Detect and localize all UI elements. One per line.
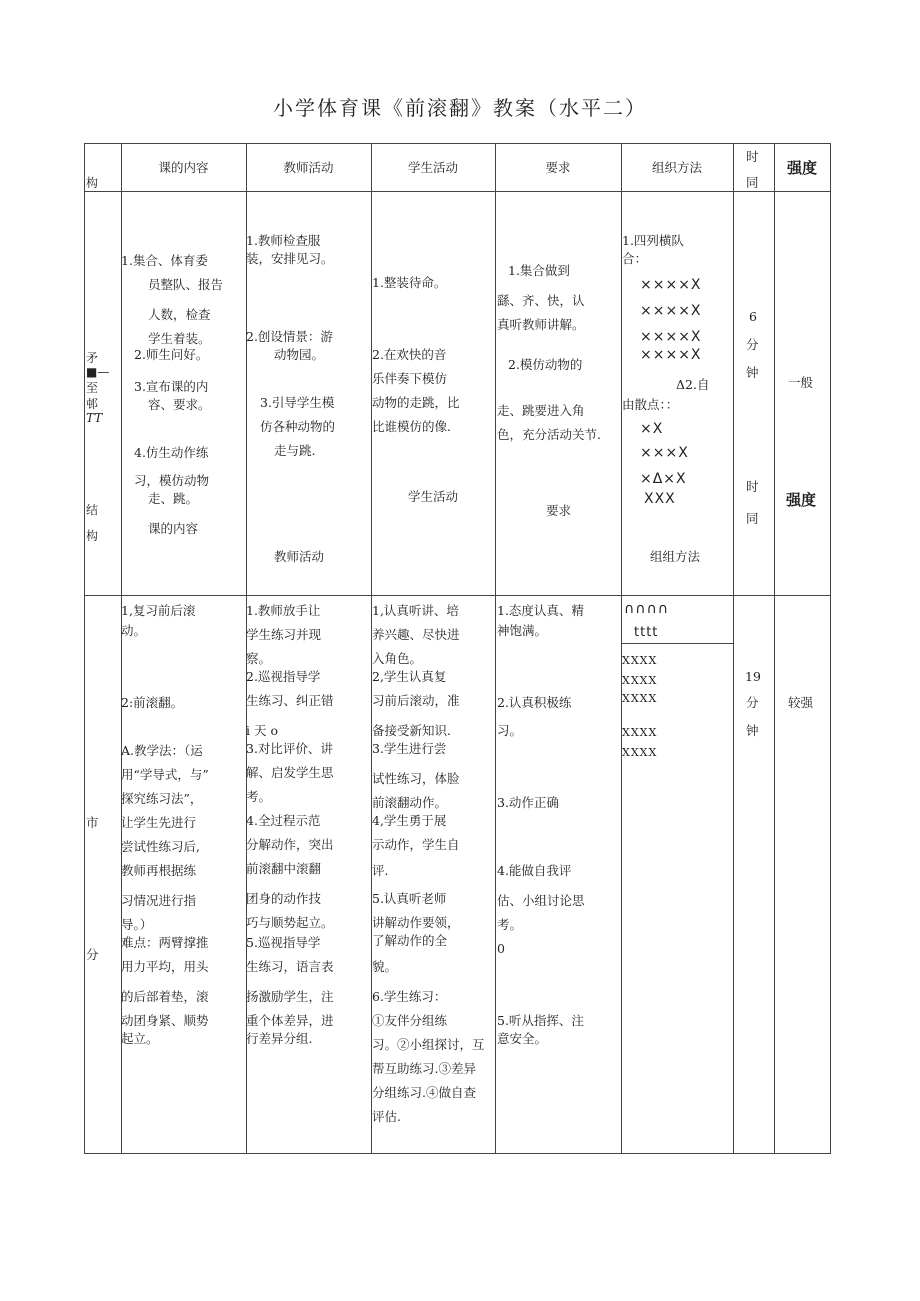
formation-row: tttt [634, 625, 659, 640]
text-line: 难点：两臂撑推 [121, 935, 209, 950]
header-teacher: 教师活动 [283, 160, 334, 175]
formation-row: ×Δ×X [640, 471, 687, 487]
text-line: 2.认真积极练 [497, 695, 572, 710]
text-line: 3.引导学生模 [260, 395, 335, 410]
formation-row: XXXX [622, 654, 658, 667]
text-line: 意安全。 [497, 1031, 548, 1046]
text-line: 6 [749, 309, 757, 324]
text-line: 了解动作的全 [372, 933, 448, 948]
text-line: 1,认真听讲、培 [372, 603, 459, 618]
text-line: 前滚翻中滚翻 [246, 861, 322, 876]
text-line: 尝试性练习后, [121, 839, 200, 854]
formation-row: XXXX [622, 674, 658, 687]
table-border [84, 143, 85, 1154]
text-line: 结 [86, 503, 99, 517]
text-line: 至 [86, 381, 99, 395]
text-line: 2.师生问好。 [134, 347, 209, 362]
text-line: 学生练习并现 [246, 627, 322, 642]
text-line: 分 [746, 337, 759, 352]
text-line: 1.集合、体育委 [121, 253, 208, 268]
text-line: 习。 [497, 723, 523, 738]
text-line: 比谁模仿的像. [372, 419, 451, 434]
text-line: 分 [746, 695, 759, 710]
text-line: 强度 [786, 491, 817, 509]
text-line: 试性练习，体脸 [372, 771, 460, 786]
text-line: 巧与顺势起立。 [246, 915, 334, 930]
formation-row: ×X [640, 421, 664, 437]
header-requirement: 要求 [545, 160, 571, 175]
text-line: 重个体差异，进 [246, 1013, 334, 1028]
text-line: 3.动作正确 [497, 795, 559, 810]
text-line: 员整队、报告 [148, 277, 224, 292]
text-line: 前滚翻动作。 [372, 795, 448, 810]
text-line: 1.四列横队 [622, 233, 684, 248]
text-line: 组组方法 [650, 549, 701, 564]
text-line: 2.创设情景：游 [246, 329, 333, 344]
text-line: i 天 o [246, 723, 278, 738]
text-line: 4.能做自我评 [497, 863, 572, 878]
text-line: 0 [497, 941, 505, 956]
text-line: 习情况进行指 [121, 893, 197, 908]
row-divider [84, 595, 831, 596]
text-line: 习。②小组探讨，互 [372, 1037, 485, 1052]
text-line: 分 [86, 947, 99, 962]
text-line: 4,学生勇于展 [372, 813, 447, 828]
header-time-b: 同 [746, 175, 759, 190]
formation-row: XXX [644, 491, 676, 507]
text-line: 色，充分活动关节. [497, 427, 601, 442]
text-line: 仿各种动物的 [260, 419, 336, 434]
text-line: 入角色。 [372, 651, 423, 666]
formation-row: XXXX [622, 726, 658, 739]
text-line: 教师活动 [274, 549, 325, 564]
text-line: 5.认真听老师 [372, 891, 447, 906]
text-line: 动。 [121, 623, 147, 638]
header-organization: 组织方法 [651, 160, 702, 175]
text-line: 邨 [86, 397, 99, 411]
column-divider [621, 143, 622, 1154]
text-line: 养兴趣、尽快进 [372, 627, 460, 642]
header-time-a: 时 [746, 149, 759, 164]
text-line: Δ2.自 [676, 377, 710, 392]
text-line: 考。 [246, 789, 272, 804]
formation-row: XXXX [622, 692, 658, 705]
text-line: ①友伴分组练 [372, 1013, 448, 1028]
lesson-plan-table [84, 143, 831, 1154]
text-line: 钟 [746, 723, 759, 738]
text-line: 钟 [746, 365, 759, 380]
text-line: 2.模仿动物的 [508, 357, 583, 372]
text-line: 较强 [788, 695, 814, 710]
text-line: ■— [86, 365, 110, 379]
text-line: 察。 [246, 651, 272, 666]
text-line: 讲解动作要领， [372, 915, 460, 930]
text-line: 用“学导式，与” [121, 767, 209, 782]
text-line: 生练习、纠正错 [246, 693, 334, 708]
text-line: 帮互助练习.③差异 [372, 1061, 476, 1076]
text-line: 评. [372, 863, 389, 878]
text-line: 1.教师放手让 [246, 603, 321, 618]
text-line: 合： [622, 251, 648, 266]
text-line: 学生着装。 [148, 331, 211, 346]
header-intensity: 强度 [786, 158, 817, 177]
text-line: 矛 [86, 351, 99, 365]
text-line: 走与跳. [274, 443, 316, 458]
text-line: 要求 [546, 503, 572, 518]
text-line: 6.学生练习： [372, 989, 447, 1004]
text-line: 4.全过程示范 [246, 813, 321, 828]
text-line: 繇、齐、快，认 [497, 293, 585, 308]
text-line: 1.集合做到 [508, 263, 570, 278]
text-line: 走、跳。 [148, 491, 199, 506]
text-line: 分解动作，突出 [246, 837, 334, 852]
page-title: 小学体育课《前滚翻》教案（水平二） [273, 96, 647, 120]
text-line: 探究练习法”， [121, 791, 203, 806]
text-line: 导。） [121, 917, 153, 932]
text-line: 评估. [372, 1109, 401, 1124]
text-line: 1.教师检查服 [246, 233, 321, 248]
formation-row: ××××X [640, 329, 702, 345]
text-line: 2,学生认真复 [372, 669, 447, 684]
text-line: 用力平均，用头 [121, 959, 209, 974]
text-line: 行差异分组. [246, 1031, 313, 1046]
text-line: 扬激励学生，注 [246, 989, 334, 1004]
text-line: 解、启发学生思 [246, 765, 334, 780]
text-line: 备接受新知识. [372, 723, 451, 738]
text-line: 1.整装待命。 [372, 275, 447, 290]
text-line: 2.巡视指导学 [246, 669, 321, 684]
text-line: 走、跳要进入角 [497, 403, 585, 418]
text-line: 分组练习.④做自查 [372, 1085, 476, 1100]
text-line: 让学生先进行 [121, 815, 197, 830]
table-border [830, 143, 831, 1154]
text-line: 1,复习前后滚 [121, 603, 196, 618]
text-line: A.教学法：（运 [121, 743, 203, 758]
column-divider [495, 143, 496, 1154]
text-line: 貌。 [372, 959, 398, 974]
text-line: 起立。 [121, 1031, 159, 1046]
text-line: 人数，检查 [148, 307, 211, 322]
formation-row: ××××X [640, 347, 702, 363]
text-line: 教师再根据练 [121, 863, 197, 878]
text-line: TT [86, 411, 103, 425]
text-line: 3.宣布课的内 [134, 379, 209, 394]
text-line: 19 [745, 669, 761, 684]
text-line: 的后部着垫，滚 [121, 989, 209, 1004]
text-line: 动物园。 [274, 347, 325, 362]
formation-row: XXXX [622, 746, 658, 759]
text-line: 装，安排见习。 [246, 251, 334, 266]
text-line: 4.仿生动作练 [134, 445, 209, 460]
text-line: 构 [86, 529, 99, 543]
text-line: 学生活动 [408, 489, 459, 504]
text-line: 习，模仿动物 [134, 473, 210, 488]
text-line: 估、小组讨论思 [497, 893, 585, 908]
text-line: 同 [746, 511, 759, 526]
text-line: 5.听从指挥、注 [497, 1013, 584, 1028]
text-line: 3.对比评价、讲 [246, 741, 333, 756]
formation-row: ×××X [640, 445, 689, 461]
text-line: 乐伴奏下模仿 [372, 371, 448, 386]
header-structure: 构 [86, 176, 99, 190]
header-content: 课的内容 [158, 160, 209, 175]
text-line: 5.巡视指导学 [246, 935, 321, 950]
text-line: 动团身紧、顺势 [121, 1013, 209, 1028]
row-divider [84, 191, 831, 192]
text-line: 1.态度认真、精 [497, 603, 584, 618]
text-line: 习前后滚动，准 [372, 693, 460, 708]
text-line: 容、要求。 [148, 397, 211, 412]
column-divider [774, 143, 775, 1154]
text-line: 3.学生进行尝 [372, 741, 447, 756]
header-student: 学生活动 [407, 160, 458, 175]
text-line: 真听教师讲解。 [497, 317, 585, 332]
text-line: 神饱满。 [497, 623, 548, 638]
text-line: 课的内容 [148, 521, 199, 536]
formation-row: ∩∩∩∩ [624, 601, 669, 617]
text-line: 动物的走跳，比 [372, 395, 460, 410]
text-line: 市 [86, 815, 99, 830]
formation-row: ××××X [640, 303, 702, 319]
text-line: 一般 [788, 375, 814, 390]
text-line: 示动作，学生自 [372, 837, 460, 852]
text-line: 2.在欢快的音 [372, 347, 447, 362]
text-line: 团身的动作技 [246, 891, 322, 906]
column-divider [733, 143, 734, 1154]
text-line: 2:前滚翻。 [121, 695, 184, 710]
text-line: 时 [746, 479, 759, 494]
text-line: 生练习，语言表 [246, 959, 334, 974]
table-border [84, 1153, 831, 1154]
formation-row: ××××X [640, 277, 702, 293]
text-line: 考。 [497, 917, 523, 932]
text-line: 由散点：： [622, 397, 679, 412]
